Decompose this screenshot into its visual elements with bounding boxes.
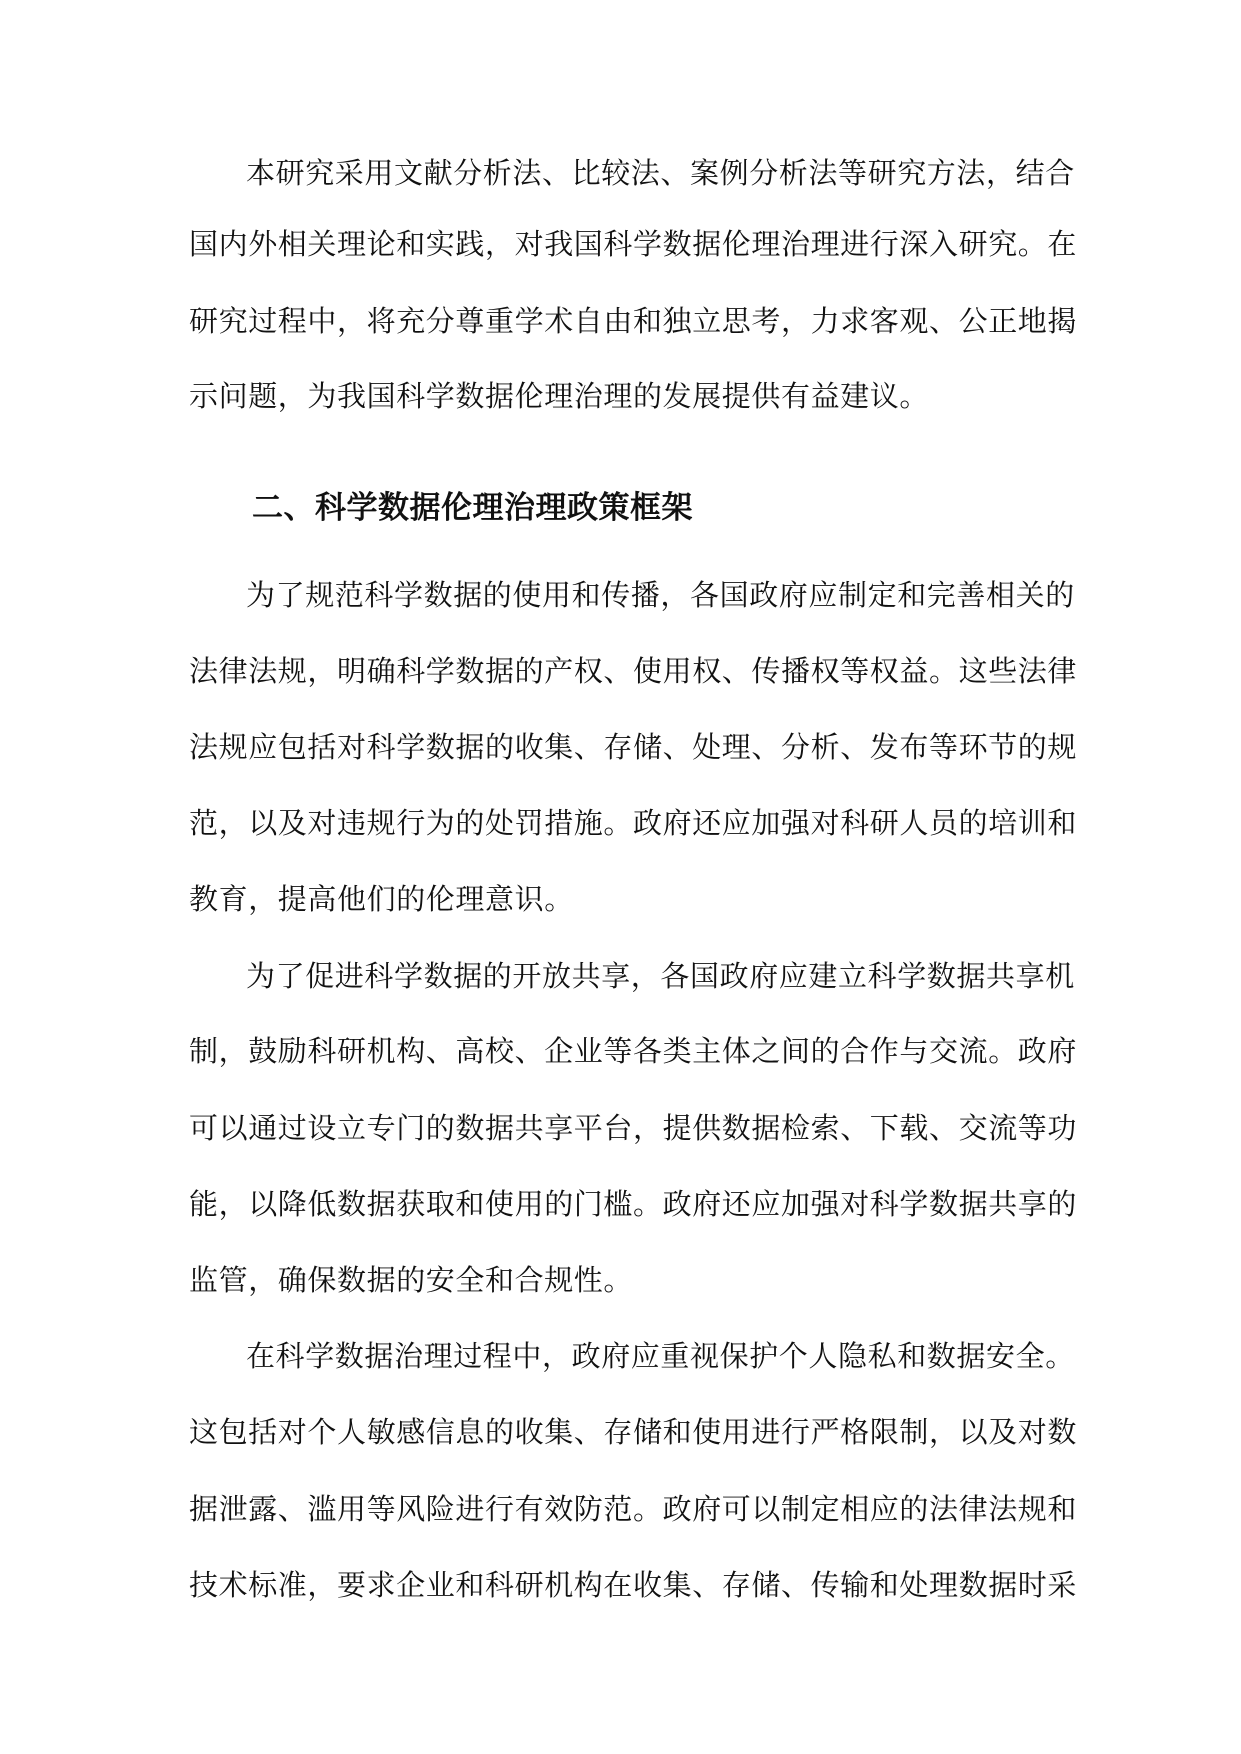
paragraph-line: 据泄露、滥用等风险进行有效防范。政府可以制定相应的法律法规和 xyxy=(189,1492,1078,1526)
paragraph-line: 范，以及对违规行为的处罚措施。政府还应加强对科研人员的培训和 xyxy=(189,806,1078,840)
intro-line-4: 示问题，为我国科学数据伦理治理的发展提供有益建议。 xyxy=(189,379,930,413)
paragraph-line: 监管，确保数据的安全和合规性。 xyxy=(189,1263,634,1297)
paragraph-line: 技术标准，要求企业和科研机构在收集、存储、传输和处理数据时采 xyxy=(189,1568,1078,1602)
section-heading: 二、科学数据伦理治理政策框架 xyxy=(252,490,693,526)
intro-line-1: 本研究采用文献分析法、比较法、案例分析法等研究方法，结合 xyxy=(246,156,1075,190)
paragraph-line: 在科学数据治理过程中，政府应重视保护个人隐私和数据安全。 xyxy=(246,1339,1075,1373)
intro-line-2: 国内外相关理论和实践，对我国科学数据伦理治理进行深入研究。在 xyxy=(189,227,1078,261)
paragraph-line: 这包括对个人敏感信息的收集、存储和使用进行严格限制，以及对数 xyxy=(189,1415,1078,1449)
paragraph-line: 可以通过设立专门的数据共享平台，提供数据检索、下载、交流等功 xyxy=(189,1111,1078,1145)
intro-line-3: 研究过程中，将充分尊重学术自由和独立思考，力求客观、公正地揭 xyxy=(189,304,1078,338)
paragraph-line: 为了促进科学数据的开放共享，各国政府应建立科学数据共享机 xyxy=(246,959,1075,993)
paragraph-line: 能，以降低数据获取和使用的门槛。政府还应加强对科学数据共享的 xyxy=(189,1187,1078,1221)
paragraph-line: 法律法规，明确科学数据的产权、使用权、传播权等权益。这些法律 xyxy=(189,654,1078,688)
paragraph-line: 教育，提高他们的伦理意识。 xyxy=(189,882,574,916)
paragraph-line: 为了规范科学数据的使用和传播，各国政府应制定和完善相关的 xyxy=(246,578,1075,612)
paragraph-line: 法规应包括对科学数据的收集、存储、处理、分析、发布等环节的规 xyxy=(189,730,1078,764)
paragraph-line: 制，鼓励科研机构、高校、企业等各类主体之间的合作与交流。政府 xyxy=(189,1034,1078,1068)
